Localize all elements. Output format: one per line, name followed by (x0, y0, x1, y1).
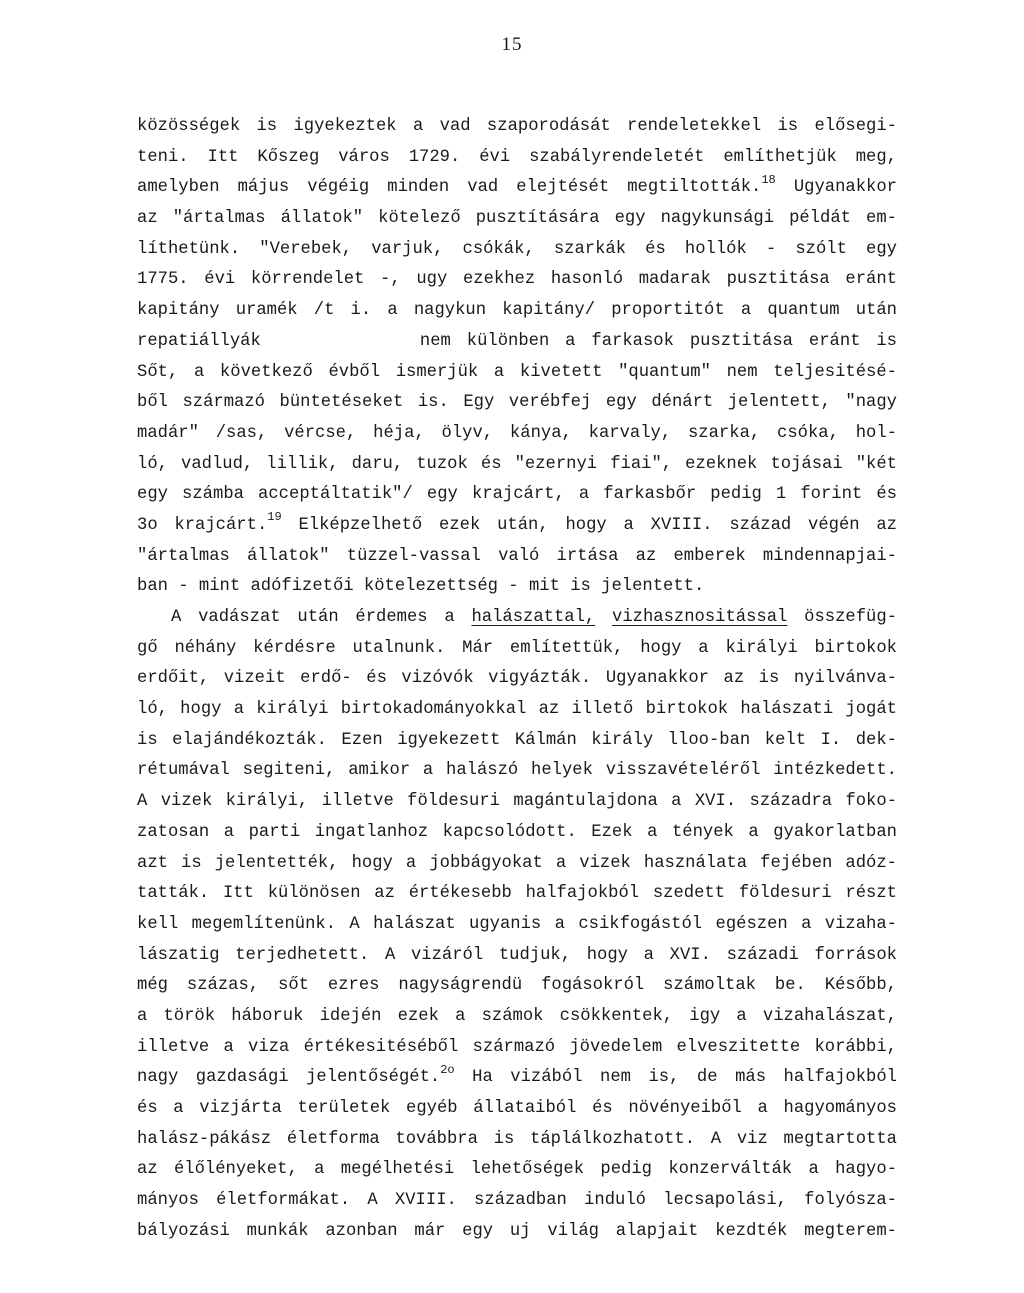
footnote-marker: 18 (761, 172, 776, 187)
text-line-content: 3o krajcárt. (137, 515, 268, 535)
text-line-content: teni. Itt Kőszeg város 1729. évi szabályrendeletét említhetjük meg, (137, 147, 897, 167)
text-line (137, 143, 897, 174)
body-text (137, 112, 897, 1247)
text-line-content: közösségek is igyekeztek a vad szaporodását rendeletekkel is elősegi- (137, 117, 897, 136)
text-line-content: bályozási munkák azonban már egy uj világ alapjait kezdték megterem- (137, 1221, 897, 1241)
text-line (137, 787, 897, 818)
text-line (137, 941, 897, 972)
text-line-content: Elképzelhető ezek után, hogy a XVIII. század végén az (281, 515, 897, 535)
text-line-content: és a vizjárta területek egyéb állataiból és növényeiből a hagyományos (137, 1099, 897, 1118)
text-line (137, 1125, 897, 1156)
text-line-content: tatták. Itt különösen az értékesebb halfajokból szedett földesuri részt (137, 884, 897, 904)
text-line (137, 112, 897, 143)
text-line (137, 726, 897, 757)
text-line (137, 358, 897, 389)
footnote-marker: 19 (267, 510, 282, 525)
text-line (137, 480, 897, 511)
text-line-content: azt is jelentették, hogy a jobbágyokat a vizek használata fejében adóz- (137, 853, 897, 873)
text-line (137, 695, 897, 726)
text-line (137, 296, 897, 327)
text-line-content: mányos életformákat. A XVIII. században induló lecsapolási, folyósza- (137, 1191, 897, 1211)
text-line (137, 204, 897, 235)
text-line-content: ló, hogy a királyi birtokadományokkal az illető birtokok halászati jogát (137, 700, 897, 720)
text-line (137, 634, 897, 665)
text-line (137, 1186, 897, 1217)
text-line (137, 664, 897, 695)
text-line (137, 173, 897, 204)
text-line (137, 572, 897, 603)
text-line-content: az élőlényeket, a megélhetési lehetőségek pedig konzerválták a hagyo- (137, 1160, 897, 1180)
text-line-content: gő néhány kérdésre utalnunk. Már említettük, hogy a királyi birtokok (137, 638, 897, 658)
text-line-content: még százas, sőt ezres nagyságrendü fogásokról számoltak be. Később, (137, 976, 897, 996)
text-line (137, 511, 897, 542)
text-line (137, 265, 897, 296)
text-line-content: madár" /sas, vércse, héja, ölyv, kánya, karvaly, szarka, csóka, hol- (137, 423, 897, 443)
text-line (137, 235, 897, 266)
text-line-content: A vadászat után érdemes a (171, 608, 472, 627)
text-line-content: amelyben május végéig minden vad elejtését megtiltották. (137, 178, 762, 198)
text-line-content: halász-pákász életforma továbbra is táplálkozhatott. A viz megtartotta (137, 1129, 897, 1149)
text-line-content: a török háboruk idején ezek a számok csökkentek, igy a vizahalászat, (137, 1006, 897, 1026)
footnote-marker: 2o (440, 1062, 455, 1077)
text-line (137, 1217, 897, 1248)
text-line-content: ből származó büntetéseket is. Egy verébfej egy dénárt jelentett, "nagy (137, 393, 897, 413)
text-line-content: kapitány uramék /t i. a nagykun kapitány/ proportitót a quantum után (137, 301, 897, 321)
text-line (137, 388, 897, 419)
text-line-content: az "ártalmas állatok" kötelező pusztítására egy nagykunsági példát em- (137, 209, 897, 229)
text-line (137, 756, 897, 787)
text-line-content: zatosan a parti ingatlanhoz kapcsolódott. Ezek a tények a gyakorlatban (137, 822, 897, 842)
text-line-content: kell megemlítenünk. A halászat ugyanis a csikfogástól egészen a vizaha- (137, 914, 897, 934)
text-line-content: ló, vadlud, lillik, daru, tuzok és "ezernyi fiai", ezeknek tojásai "két (137, 454, 897, 474)
text-line (137, 1063, 897, 1094)
text-line-content: A vizek királyi, illetve földesuri magántulajdona a XVI. századra foko- (137, 792, 897, 812)
text-line (137, 971, 897, 1002)
text-line-content: Sőt, a következő évből ismerjük a kivetett "quantum" nem teljesitésé- (137, 362, 897, 382)
text-line (137, 1155, 897, 1186)
text-line-content: ban - mint adófizetői kötelezettség - mit is jelentett. (137, 577, 705, 597)
text-line-content: líthetünk. "Verebek, varjuk, csókák, szarkák és hollók - szólt egy (137, 239, 897, 259)
text-line-content: Ha vizából nem is, de más halfajokból (454, 1068, 897, 1088)
text-line-content: Ugyanakkor (775, 178, 897, 198)
text-line (137, 419, 897, 450)
text-line (137, 818, 897, 849)
underlined-term: halászattal, (471, 608, 596, 627)
text-line (137, 450, 897, 481)
text-line (137, 1033, 897, 1064)
text-line (137, 327, 897, 358)
text-line (137, 542, 897, 573)
text-line-content (595, 608, 612, 627)
text-line-content: is elajándékozták. Ezen igyekezett Kálmán király lloo-ban kelt I. dek- (137, 730, 897, 750)
text-line (137, 849, 897, 880)
text-line-content: összefüg- (787, 608, 897, 627)
text-line (137, 603, 897, 634)
text-line (137, 879, 897, 910)
text-line-content: erdőit, vizeit erdő- és vizóvók vigyázták. Ugyanakkor az is nyilvánva- (137, 669, 897, 689)
text-line (137, 1094, 897, 1125)
text-line-content: nagy gazdasági jelentőségét. (137, 1068, 441, 1088)
text-line-content: "ártalmas állatok" tüzzel-vassal való irtása az emberek mindennapjai- (137, 546, 897, 566)
text-line-content: egy számba acceptáltatik"/ egy krajcárt, a farkasbőr pedig 1 forint és (137, 485, 897, 505)
text-line-content: 1775. évi körrendelet -, ugy ezekhez hasonló madarak pusztitása eránt (137, 270, 897, 290)
text-line (137, 1002, 897, 1033)
underlined-term: vizhasznositással (612, 608, 788, 627)
page-number: 15 (501, 34, 523, 55)
text-line-content: rétumával segiteni, amikor a halászó helyek visszavételéről intézkedett. (137, 761, 897, 781)
text-line-content: lászatig terjedhetett. A vizáról tudjuk, hogy a XVI. századi források (137, 945, 897, 965)
text-line-content: repatiállyák nem különben a farkasok pusztitása eránt is (137, 331, 897, 351)
text-line (137, 910, 897, 941)
text-line-content: illetve a viza értékesitéséből származó jövedelem elveszitette korábbi, (137, 1037, 897, 1057)
